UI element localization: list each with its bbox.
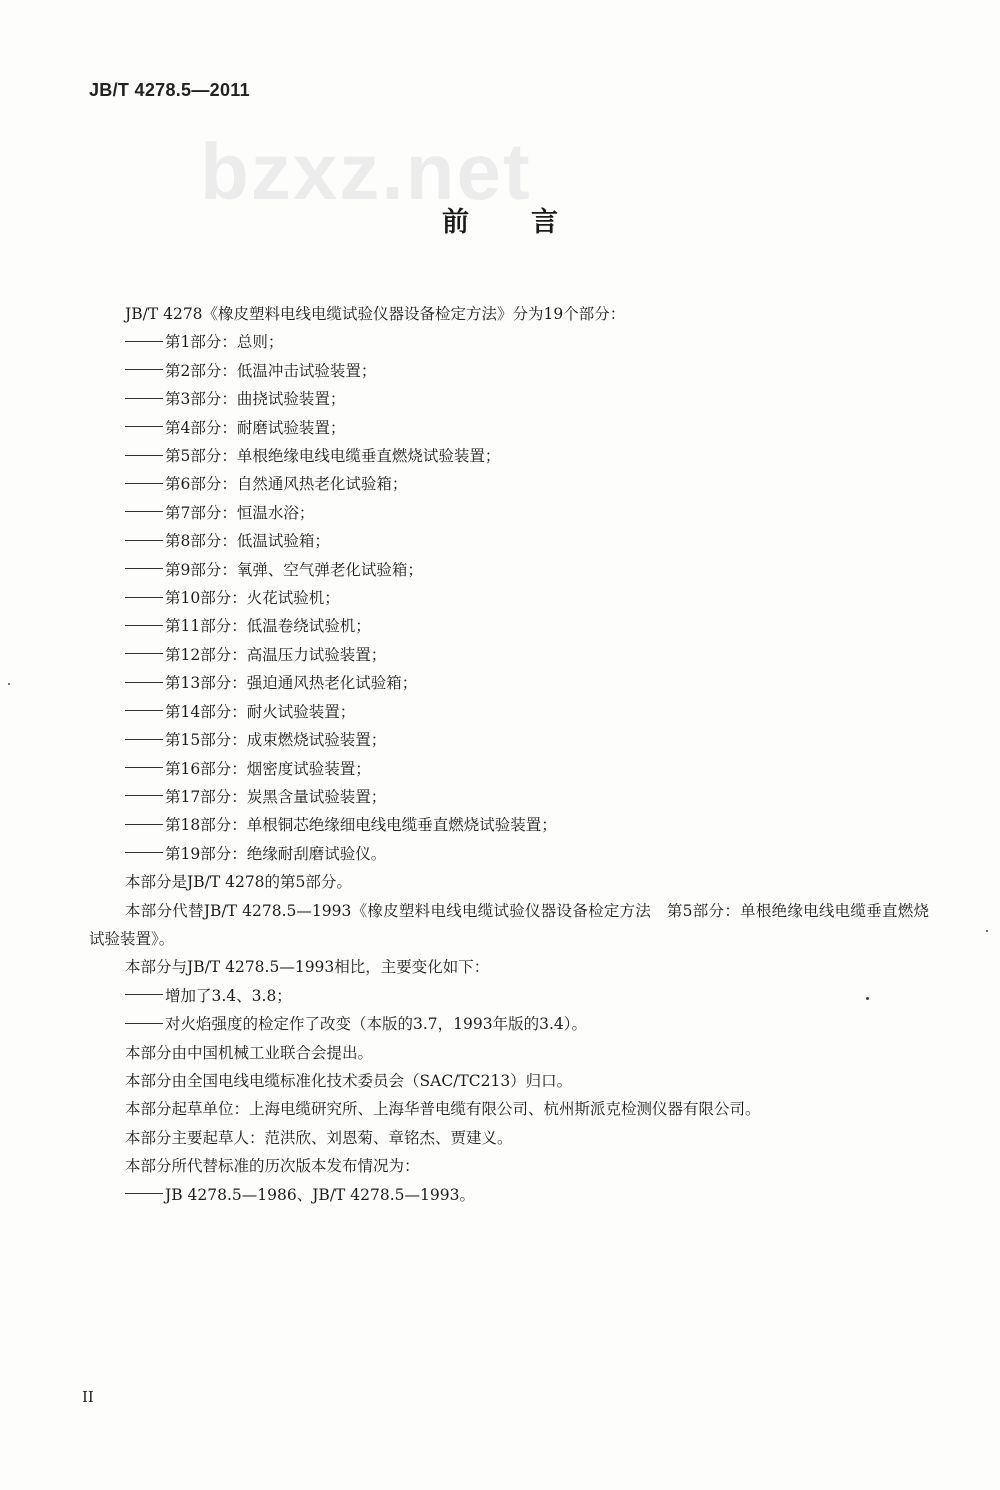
dash-mark [125, 527, 165, 555]
scan-speck [8, 683, 10, 685]
dash-mark [125, 556, 165, 584]
dash-mark [125, 641, 165, 669]
dash-mark [125, 442, 165, 470]
changes-intro-paragraph: 本部分与JB/T 4278.5—1993相比，主要变化如下： [125, 958, 490, 977]
list-item: 第2部分：低温冲击试验装置； [89, 357, 929, 385]
dash-mark [125, 1181, 165, 1209]
list-item: 增加了3.4、3.8； [89, 982, 929, 1010]
scan-speck [986, 930, 988, 932]
dash-mark [125, 499, 165, 527]
dash-mark [125, 783, 165, 811]
intro-paragraph: JB/T 4278《橡皮塑料电线电缆试验仪器设备检定方法》分为19个部分： [125, 305, 626, 323]
dash-mark [125, 755, 165, 783]
scan-speck [866, 997, 869, 1000]
list-item: 对火焰强度的检定作了改变（本版的3.7，1993年版的3.4）。 [89, 1010, 929, 1038]
list-item: 第14部分：耐火试验装置； [89, 698, 929, 726]
list-item: 第1部分：总则； [89, 328, 929, 356]
standard-code: JB/T 4278.5—2011 [89, 80, 250, 100]
list-item: 第11部分：低温卷绕试验机； [89, 612, 929, 640]
page-number: II [82, 1388, 94, 1406]
drafting-units-paragraph: 本部分起草单位：上海电缆研究所、上海华普电缆有限公司、杭州斯派克检测仪器有限公司。 [125, 1100, 761, 1119]
list-item: 第5部分：单根绝缘电线电缆垂直燃烧试验装置； [89, 442, 929, 470]
list-item: 第15部分：成束燃烧试验装置； [89, 726, 929, 754]
dash-mark [125, 669, 165, 697]
list-item: 第6部分：自然通风热老化试验箱； [89, 470, 929, 498]
list-item: JB 4278.5—1986、JB/T 4278.5—1993。 [89, 1181, 929, 1209]
dash-mark [125, 470, 165, 498]
page-title: 前言 [442, 207, 620, 238]
history-intro-paragraph: 本部分所代替标准的历次版本发布情况为： [125, 1157, 420, 1176]
list-item: 第13部分：强迫通风热老化试验箱； [89, 669, 929, 697]
list-item: 第8部分：低温试验箱； [89, 527, 929, 555]
dash-mark [125, 726, 165, 754]
dash-mark [125, 328, 165, 356]
list-item: 第17部分：炭黑含量试验装置； [89, 783, 929, 811]
dash-mark [125, 414, 165, 442]
dash-mark [125, 1010, 165, 1038]
dash-mark [125, 840, 165, 868]
dash-mark [125, 357, 165, 385]
centralized-paragraph: 本部分由全国电线电缆标准化技术委员会（SAC/TC213）归口。 [125, 1071, 573, 1090]
list-item: 第9部分：氧弹、空气弹老化试验箱； [89, 556, 929, 584]
list-item: 第12部分：高温压力试验装置； [89, 641, 929, 669]
this-part-paragraph: 本部分是JB/T 4278的第5部分。 [125, 873, 352, 892]
list-item: 第16部分：烟密度试验装置； [89, 755, 929, 783]
dash-mark [125, 385, 165, 413]
list-item: 第4部分：耐磨试验装置； [89, 414, 929, 442]
list-item: 第10部分：火花试验机； [89, 584, 929, 612]
list-item: 第7部分：恒温水浴； [89, 499, 929, 527]
watermark: bzxz.net [200, 127, 532, 216]
document-body [89, 300, 929, 1209]
drafters-paragraph: 本部分主要起草人：范洪欣、刘恩菊、章铭杰、贾建义。 [125, 1128, 513, 1147]
replaces-paragraph: 本部分代替JB/T 4278.5—1993《橡皮塑料电线电缆试验仪器设备检定方法 第5部分：单根绝缘电线电缆垂直燃烧试验装置》。 [89, 901, 929, 948]
parts-list [89, 328, 929, 868]
dash-mark [125, 584, 165, 612]
list-item: 第18部分：单根铜芯绝缘细电线电缆垂直燃烧试验装置； [89, 811, 929, 839]
proposed-paragraph: 本部分由中国机械工业联合会提出。 [125, 1043, 374, 1062]
dash-mark [125, 982, 165, 1010]
dash-mark [125, 698, 165, 726]
dash-mark [125, 612, 165, 640]
dash-mark [125, 811, 165, 839]
list-item: 第19部分：绝缘耐刮磨试验仪。 [89, 840, 929, 868]
list-item: 第3部分：曲挠试验装置； [89, 385, 929, 413]
